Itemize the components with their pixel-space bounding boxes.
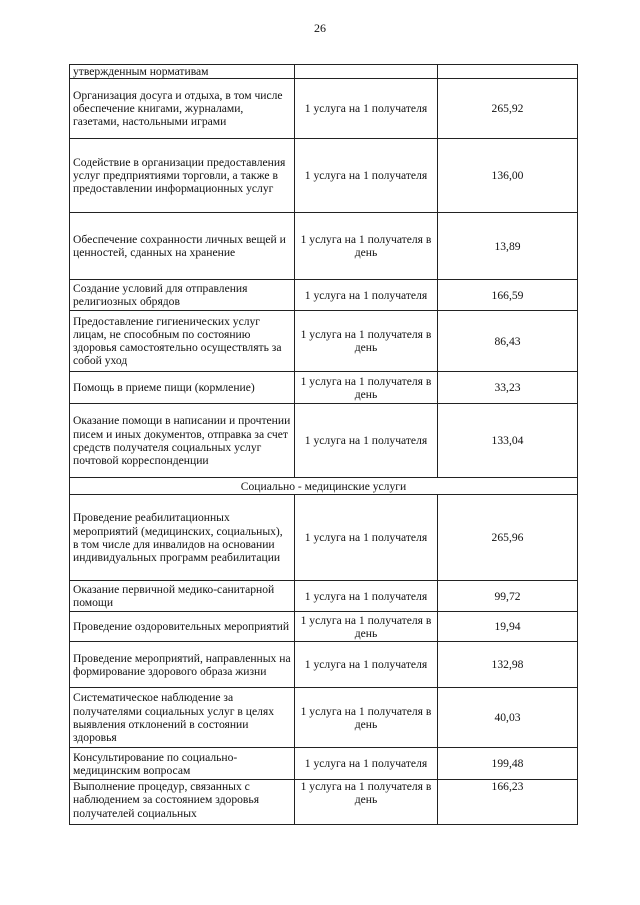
table-row — [70, 780, 578, 825]
service-name-cell: Выполнение процедур, связанных с наблюдением за состоянием здоровья получателей социальных — [70, 780, 295, 825]
table-row — [70, 642, 578, 688]
service-unit-cell: 1 услуга на 1 получателя — [295, 79, 438, 139]
service-name-cell: Помощь в приеме пищи (кормление) — [70, 372, 295, 404]
section-title: Социально - медицинские услуги — [70, 478, 578, 495]
service-price-cell: 13,89 — [438, 213, 578, 280]
service-unit-cell: 1 услуга на 1 получателя — [295, 581, 438, 612]
table-row — [70, 79, 578, 139]
table-row — [70, 139, 578, 213]
service-name-cell: Создание условий для отправления религиозных обрядов — [70, 280, 295, 311]
service-unit-cell: 1 услуга на 1 получателя — [295, 748, 438, 780]
service-price-cell: 265,92 — [438, 79, 578, 139]
service-unit-cell: 1 услуга на 1 получателя — [295, 139, 438, 213]
service-unit-cell: 1 услуга на 1 получателя в день — [295, 612, 438, 642]
service-name-cell: Проведение реабилитационных мероприятий (медицинских, социальных), в том числе для инвалидов на основании индивидуальных программ реабилитации — [70, 495, 295, 581]
service-name-cell: Оказание помощи в написании и прочтении писем и иных документов, отправка за счет средств получателя социальных услуг почтовой корреспонденции — [70, 404, 295, 478]
service-name-cell: Систематическое наблюдение за получателями социальных услуг в целях выявления отклонений в состоянии здоровья — [70, 688, 295, 748]
service-unit-cell: 1 услуга на 1 получателя в день — [295, 688, 438, 748]
table-row — [70, 404, 578, 478]
service-unit-cell: 1 услуга на 1 получателя в день — [295, 780, 438, 825]
service-unit-cell: 1 услуга на 1 получателя в день — [295, 372, 438, 404]
service-price-cell: 136,00 — [438, 139, 578, 213]
service-price-cell: 132,98 — [438, 642, 578, 688]
service-unit-cell: 1 услуга на 1 получателя — [295, 404, 438, 478]
service-price-cell: 40,03 — [438, 688, 578, 748]
service-price-cell: 33,23 — [438, 372, 578, 404]
service-name-cell: Предоставление гигиенических услуг лицам, не способным по состоянию здоровья самостоятельно осуществлять за собой уход — [70, 311, 295, 372]
service-unit-cell: 1 услуга на 1 получателя — [295, 280, 438, 311]
table-row — [70, 65, 578, 79]
service-unit-cell: 1 услуга на 1 получателя — [295, 495, 438, 581]
section-header-row — [70, 478, 578, 495]
service-name-cell: Проведение мероприятий, направленных на формирование здорового образа жизни — [70, 642, 295, 688]
service-unit-cell: 1 услуга на 1 получателя — [295, 642, 438, 688]
service-name-cell: Организация досуга и отдыха, в том числе обеспечение книгами, журналами, газетами, настольными играми — [70, 79, 295, 139]
table-row — [70, 311, 578, 372]
service-price-cell: 166,23 — [438, 780, 578, 825]
service-price-cell: 166,59 — [438, 280, 578, 311]
service-price-cell — [438, 65, 578, 79]
table-row — [70, 372, 578, 404]
service-price-cell: 86,43 — [438, 311, 578, 372]
service-name-cell: Консультирование по социально-медицинским вопросам — [70, 748, 295, 780]
service-price-cell: 199,48 — [438, 748, 578, 780]
service-name-cell: Содействие в организации предоставления услуг предприятиями торговли, а также в предоставлении информационных услуг — [70, 139, 295, 213]
table-body — [70, 65, 578, 825]
service-unit-cell — [295, 65, 438, 79]
service-name-cell: Обеспечение сохранности личных вещей и ценностей, сданных на хранение — [70, 213, 295, 280]
service-unit-cell: 1 услуга на 1 получателя в день — [295, 311, 438, 372]
table-row — [70, 688, 578, 748]
service-price-cell: 19,94 — [438, 612, 578, 642]
services-tariff-table — [69, 64, 578, 825]
service-price-cell: 99,72 — [438, 581, 578, 612]
table-row — [70, 495, 578, 581]
service-price-cell: 133,04 — [438, 404, 578, 478]
service-price-cell: 265,96 — [438, 495, 578, 581]
table-row — [70, 581, 578, 612]
table-row — [70, 612, 578, 642]
table-row — [70, 213, 578, 280]
service-name-cell: утвержденным нормативам — [70, 65, 295, 79]
service-unit-cell: 1 услуга на 1 получателя в день — [295, 213, 438, 280]
service-name-cell: Проведение оздоровительных мероприятий — [70, 612, 295, 642]
table-row — [70, 280, 578, 311]
service-name-cell: Оказание первичной медико-санитарной помощи — [70, 581, 295, 612]
page-number: 26 — [314, 21, 326, 35]
table-row — [70, 748, 578, 780]
